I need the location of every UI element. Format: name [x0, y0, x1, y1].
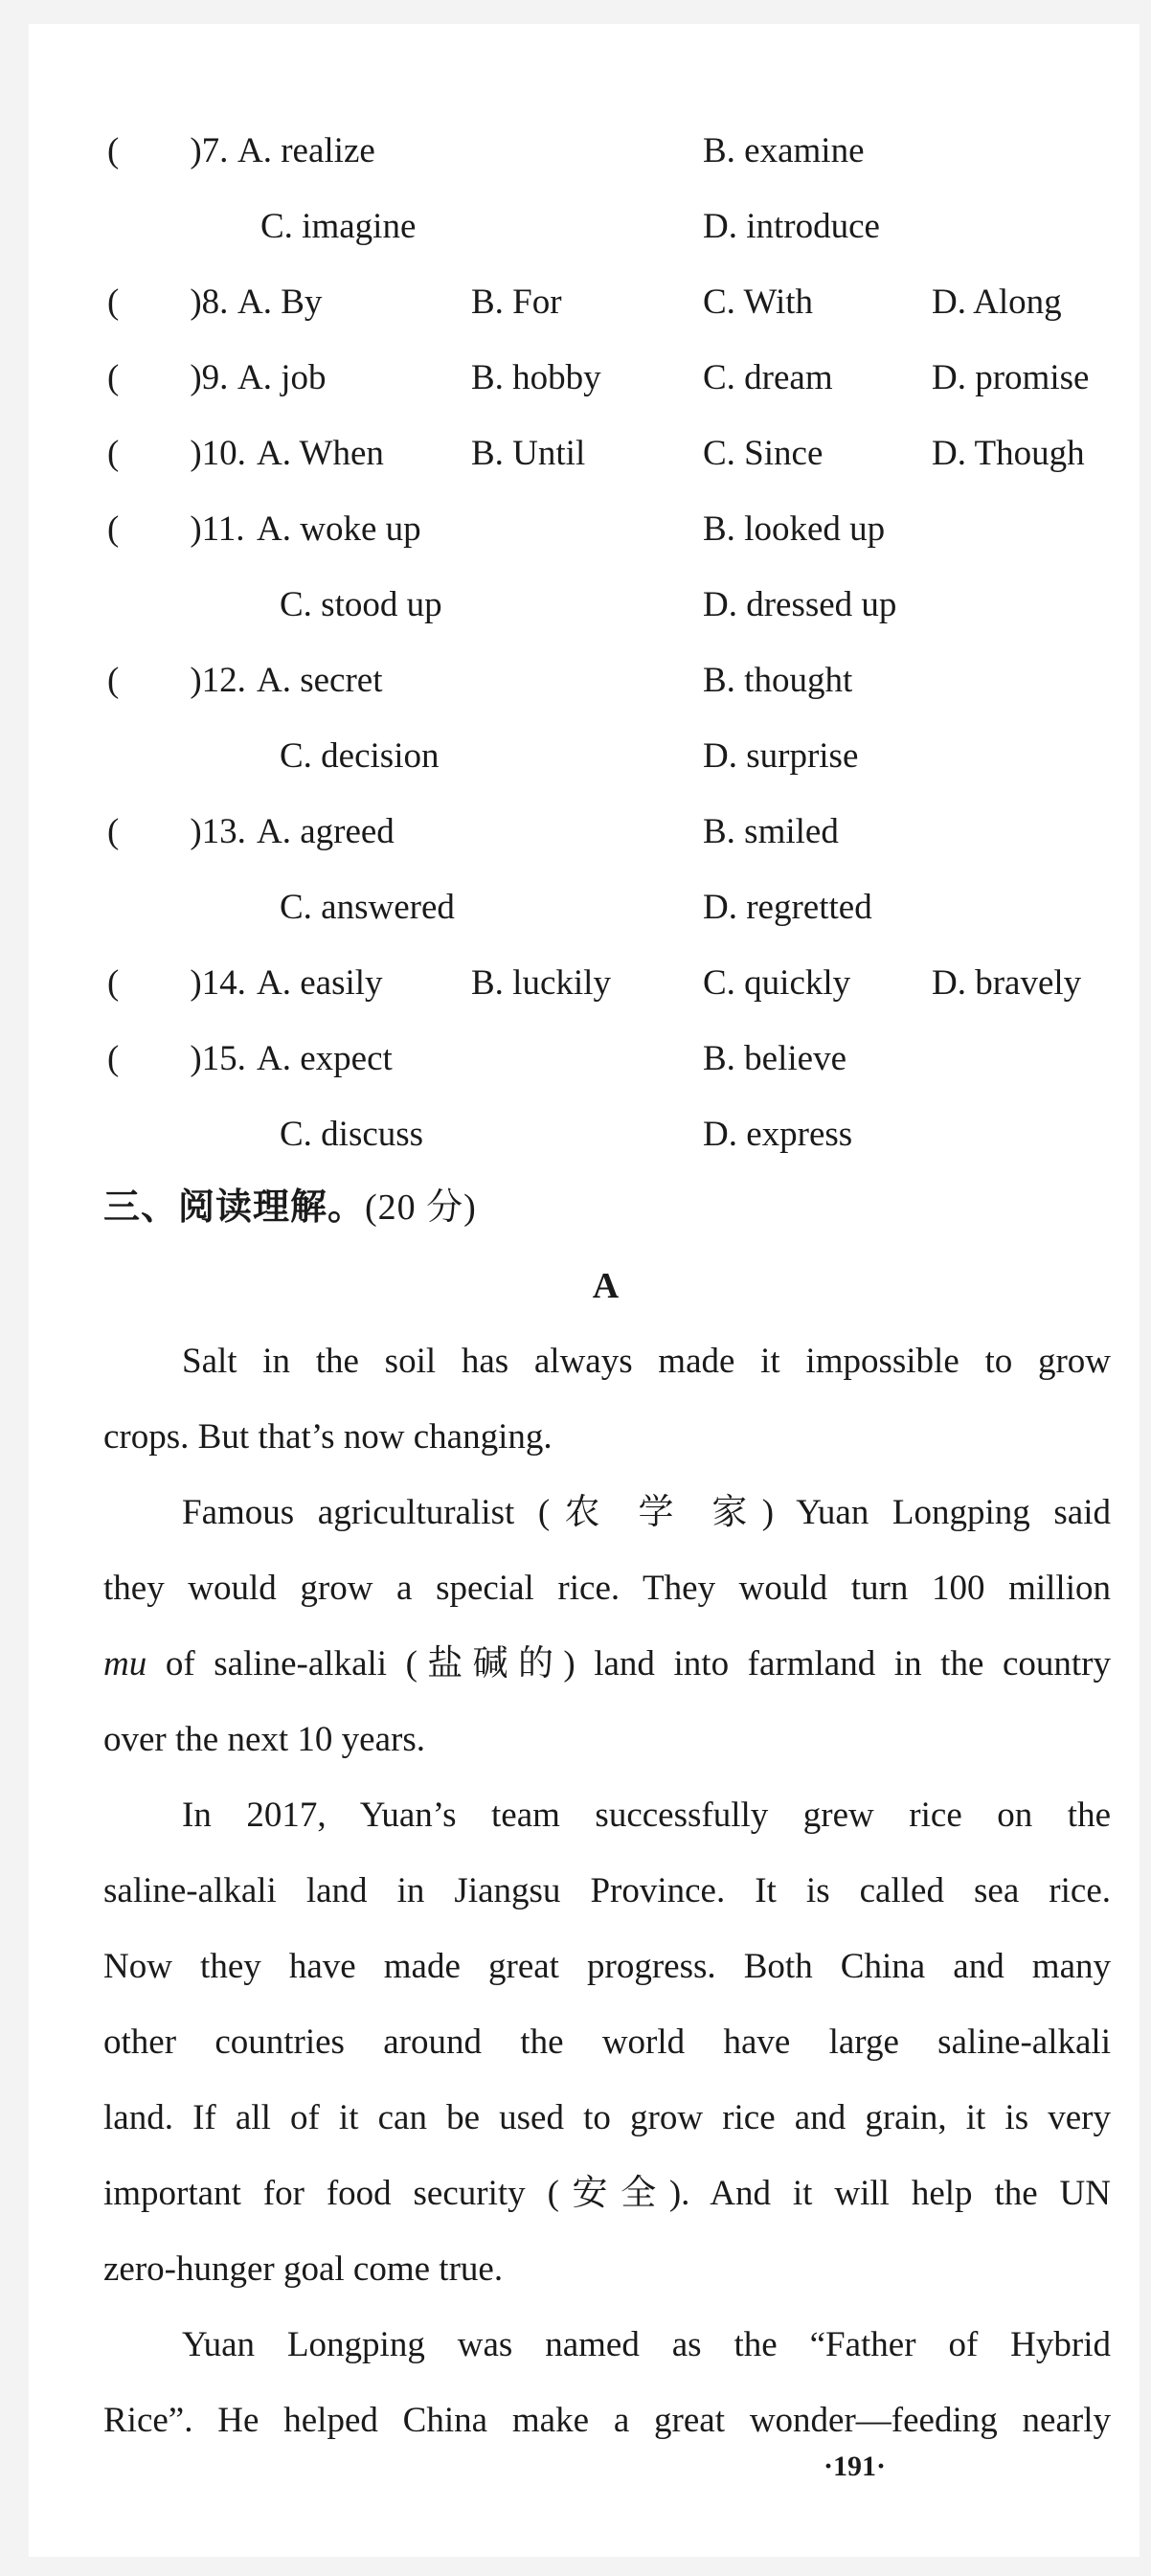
page-number: ·191·: [824, 2451, 887, 2482]
passage-line: zero-hunger goal come true.: [103, 2249, 504, 2289]
question-row: [0, 430, 1151, 478]
question-number: ( )7.: [107, 131, 229, 170]
passage-line: Salt in the soil has always made it impossible to grow: [182, 1342, 1111, 1381]
passage-line: they would grow a special rice. They would turn 100 million: [103, 1569, 1111, 1608]
option-d: D. express: [703, 1115, 853, 1154]
passage-line: Yuan Longping was named as the “Father of Hybrid: [182, 2325, 1111, 2364]
question-row-continued: [0, 203, 1151, 251]
option-a: A. realize: [237, 131, 375, 170]
question-row: [0, 127, 1151, 175]
question-row: [0, 506, 1151, 554]
option-c: C. answered: [280, 888, 455, 927]
option-b: B. hobby: [471, 358, 601, 397]
passage-line: saline-alkali land in Jiangsu Province. It is called sea rice.: [103, 1871, 1111, 1910]
option-b: B. thought: [703, 661, 853, 700]
option-d: D. regretted: [703, 888, 872, 927]
option-d: D. introduce: [703, 207, 880, 246]
option-a: A. secret: [257, 661, 383, 700]
passage-line: mu of saline-alkali (盐碱的) land into farmland in the country: [103, 1644, 1111, 1683]
option-a: A. agreed: [257, 812, 395, 851]
question-row-continued: [0, 884, 1151, 932]
option-c: C. discuss: [280, 1115, 424, 1154]
section-heading: [103, 1183, 477, 1232]
question-row: [0, 1035, 1151, 1083]
option-a: A. woke up: [257, 509, 421, 549]
question-number: ( )12.: [107, 661, 246, 700]
option-b: B. looked up: [703, 509, 886, 549]
question-row: [0, 657, 1151, 705]
question-row: [0, 279, 1151, 327]
question-number: ( )8.: [107, 282, 229, 322]
passage-label: A: [592, 1266, 620, 1306]
option-d: D. promise: [932, 358, 1090, 397]
passage-line: Now they have made great progress. Both China and many: [103, 1947, 1111, 1986]
option-b: B. Until: [471, 434, 586, 473]
option-c: C. Since: [703, 434, 824, 473]
option-d: D. dressed up: [703, 585, 897, 624]
option-c: C. stood up: [280, 585, 442, 624]
question-number: ( )15.: [107, 1039, 246, 1078]
option-b: B. examine: [703, 131, 865, 170]
question-number: ( )10.: [107, 434, 246, 473]
passage-line: Rice”. He helped China make a great wonder—feeding nearly: [103, 2401, 1111, 2440]
question-number: ( )13.: [107, 812, 246, 851]
option-c: C. dream: [703, 358, 833, 397]
question-row: [0, 354, 1151, 402]
option-d: D. Though: [932, 434, 1085, 473]
option-b: B. For: [471, 282, 562, 322]
section-score: (20 分): [365, 1187, 477, 1228]
passage-line: Famous agriculturalist (农 学 家) Yuan Longping said: [182, 1493, 1111, 1532]
option-b: B. luckily: [471, 963, 611, 1003]
question-row-continued: [0, 581, 1151, 629]
option-c: C. quickly: [703, 963, 851, 1003]
option-a: A. job: [237, 358, 327, 397]
option-d: D. Along: [932, 282, 1062, 322]
option-c: C. imagine: [260, 207, 417, 246]
question-number: ( )11.: [107, 509, 245, 549]
option-a: A. expect: [257, 1039, 393, 1078]
option-a: A. When: [257, 434, 384, 473]
option-b: B. smiled: [703, 812, 839, 851]
option-c: C. With: [703, 282, 814, 322]
passage-line: important for food security (安全). And it will help the UN: [103, 2174, 1111, 2213]
option-a: A. By: [237, 282, 323, 322]
option-c: C. decision: [280, 736, 440, 776]
question-row: [0, 960, 1151, 1007]
passage-line: other countries around the world have large saline-alkali: [103, 2022, 1111, 2062]
question-number: ( )9.: [107, 358, 229, 397]
question-row: [0, 808, 1151, 856]
option-d: D. bravely: [932, 963, 1082, 1003]
option-d: D. surprise: [703, 736, 859, 776]
question-row-continued: [0, 1111, 1151, 1159]
passage-line: In 2017, Yuan’s team successfully grew rice on the: [182, 1796, 1111, 1835]
option-a: A. easily: [257, 963, 383, 1003]
question-row-continued: [0, 733, 1151, 780]
option-b: B. believe: [703, 1039, 847, 1078]
passage-line: crops. But that’s now changing.: [103, 1417, 553, 1457]
question-number: ( )14.: [107, 963, 246, 1003]
passage-line: over the next 10 years.: [103, 1720, 425, 1759]
section-title-text: 三、阅读理解。: [103, 1186, 366, 1228]
passage-line: land. If all of it can be used to grow rice and grain, it is very: [103, 2098, 1111, 2137]
